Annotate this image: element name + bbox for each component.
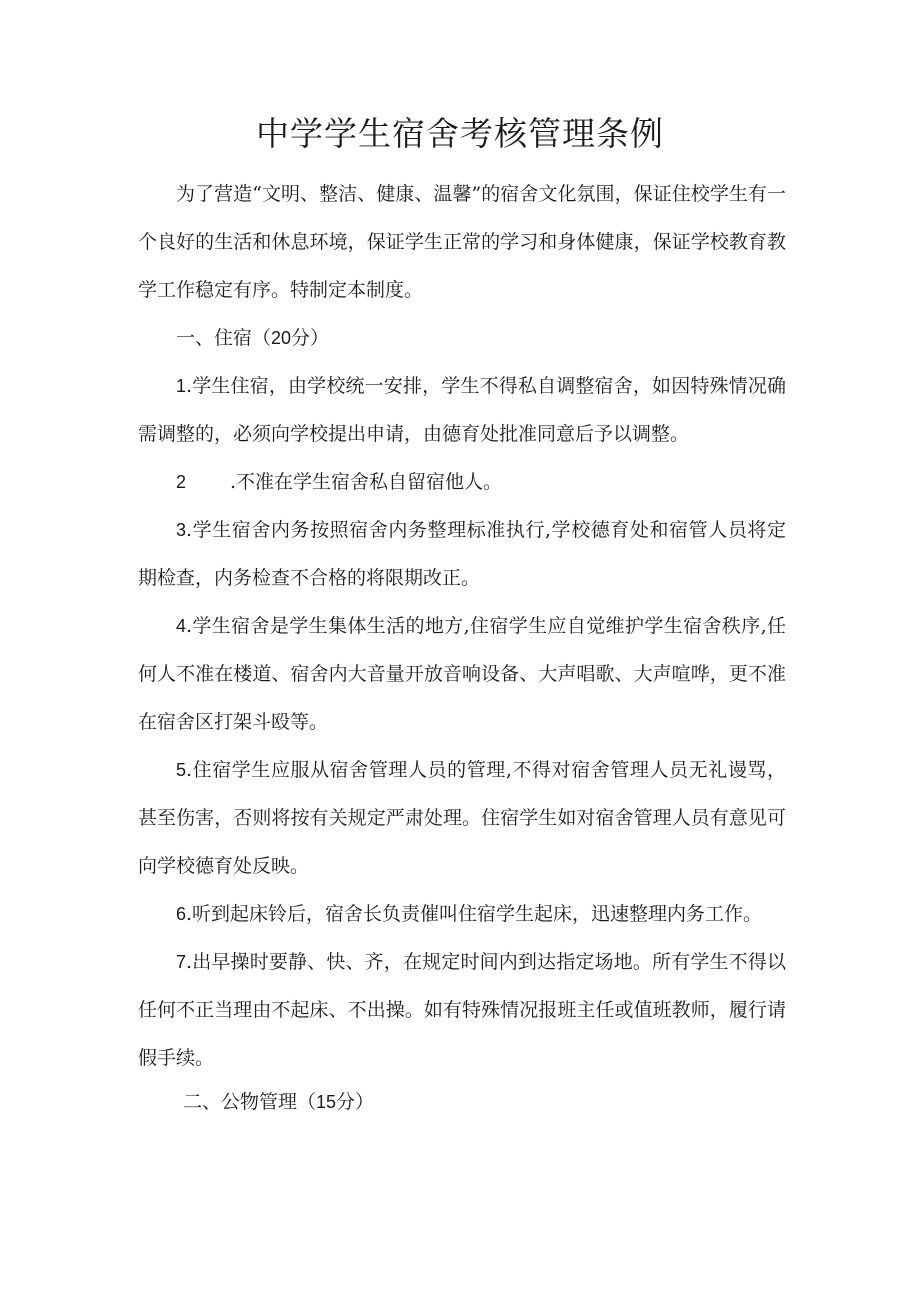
rule-text: .出早操时要静、快、齐，在规定时间内到达指定场地。所有学生不得以任何不正当理由不起床、不出操。如有特殊情况报班主任或值班教师，履行请假手续。 — [138, 951, 786, 1069]
rule-number: 7 — [176, 952, 187, 972]
intro-paragraph: 为了营造“文明、整洁、健康、温馨”的宿舍文化氛围，保证住校学生有一个良好的生活和休息环境，保证学生正常的学习和身体健康，保证学校教育教学工作稳定有序。特制定本制度。 — [138, 183, 786, 301]
rule-number: 1 — [176, 376, 187, 396]
section-heading-prefix: 一、住宿（ — [176, 327, 272, 349]
rule-number: 6 — [176, 904, 187, 924]
rule-text: .住宿学生应服从宿舍管理人员的管理,不得对宿舍管理人员无礼谩骂，甚至伤害，否则将按有关规定严肃处理。住宿学生如对宿舍管理人员有意见可向学校德育处反映。 — [138, 759, 786, 877]
section-heading-public-property — [138, 1078, 786, 1126]
rule-item — [138, 890, 786, 938]
section-heading-suffix: 分） — [291, 327, 330, 349]
section-heading-accommodation — [138, 314, 786, 362]
rule-item — [138, 746, 786, 890]
document-body — [138, 170, 786, 1126]
section-score: 15 — [316, 1092, 337, 1112]
rule-text: .听到起床铃后，宿舍长负责催叫住宿学生起床，迅速整理内务工作。 — [186, 903, 763, 925]
rule-text: .学生宿舍是学生集体生活的地方,住宿学生应自觉维护学生宿舍秩序,任何人不准在楼道、宿舍内大音量开放音响设备、大声唱歌、大声喧哗，更不准在宿舍区打架斗殴等。 — [138, 615, 786, 733]
rule-item — [138, 602, 786, 746]
rule-item — [138, 938, 786, 1082]
section-heading-suffix: 分） — [336, 1091, 375, 1113]
rule-item — [138, 458, 786, 506]
section-heading-prefix: 二、公物管理（ — [183, 1091, 317, 1113]
rule-number: 2 — [176, 472, 187, 492]
rule-text: .学生住宿，由学校统一安排，学生不得私自调整宿舍，如因特殊情况确需调整的，必须向学校提出申请，由德育处批准同意后予以调整。 — [138, 375, 786, 445]
rule-item — [138, 506, 786, 602]
rule-number: 5 — [176, 760, 187, 780]
rule-number: 3 — [176, 520, 187, 540]
rule-item — [138, 362, 786, 458]
document-title: 中学学生宿舍考核管理条例 — [256, 114, 664, 153]
section-score: 20 — [271, 328, 292, 348]
rule-text: .不准在学生宿舍私自留宿他人。 — [230, 471, 503, 493]
rule-number: 4 — [176, 616, 187, 636]
rule-text: .学生宿舍内务按照宿舍内务整理标准执行,学校德育处和宿管人员将定期检查，内务检查不合格的将限期改正。 — [138, 519, 786, 589]
